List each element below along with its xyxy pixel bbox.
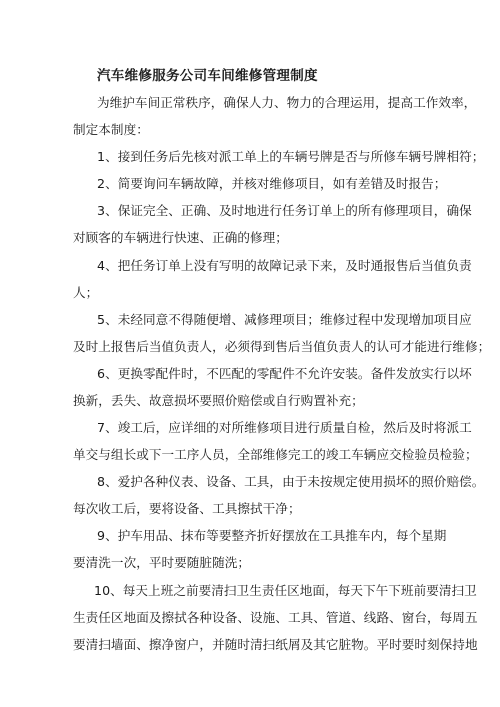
paragraph-line: 9、护车用品、抹布等要整齐折好摆放在工具推车内，每个星期 xyxy=(97,528,447,543)
document-title: 汽车维修服务公司车间维修管理制度 xyxy=(97,68,318,84)
paragraph-line: 每次收工后，要将设备、工具擦拭干净； xyxy=(73,501,301,516)
paragraph-line: 7、竣工后，应详细的对所维修项目进行质量自检，然后及时将派工 xyxy=(97,420,472,435)
paragraph-line: 为维护车间正常秩序，确保人力、物力的合理运用，提高工作效率， xyxy=(97,95,477,110)
paragraph-line: 8、爱护各种仪表、设备、工具，由于未按规定使用损坏的照价赔偿。 xyxy=(97,474,485,489)
paragraph-line: 5、未经同意不得随便增、减修理项目；维修过程中发现增加项目应 xyxy=(97,312,472,327)
paragraph-line: 制定本制度： xyxy=(73,122,149,137)
paragraph-line: 及时上报售后当值负责人，必须得到售后当值负责人的认可才能进行维修； xyxy=(73,339,491,354)
paragraph-line: 6、更换零配件时，不匹配的零配件不允许安装。备件发放实行以坏 xyxy=(97,366,472,381)
paragraph-line: 1、接到任务后先核对派工单上的车辆号牌是否与所修车辆号牌相符； xyxy=(97,149,485,164)
paragraph-line: 要清扫墙面、擦净窗户，并随时清扫纸屑及其它脏物。平时要时刻保持地 xyxy=(73,637,478,652)
paragraph-line: 生责任区地面及擦拭各种设备、设施、工具、管道、线路、窗台，每周五 xyxy=(73,610,478,625)
paragraph-line: 人； xyxy=(73,285,99,300)
paragraph-line: 4、把任务订单上没有写明的故障记录下来，及时通报售后当值负责 xyxy=(97,258,472,273)
paragraph-line: 3、保证完全、正确、及时地进行任务订单上的所有修理项目，确保 xyxy=(97,203,472,218)
paragraph-line: 要清洗一次，平时要随脏随洗； xyxy=(73,555,251,570)
paragraph-line: 换新，丢失、故意损坏要照价赔偿或自行购置补充； xyxy=(73,393,364,408)
paragraph-line: 单交与组长或下一工序人员，全部维修完工的竣工车辆应交检验员检验； xyxy=(73,447,478,462)
paragraph-line: 10、每天上班之前要清扫卫生责任区地面，每天下午下班前要清扫卫 xyxy=(94,583,477,598)
paragraph-line: 2、简要询问车辆故障，并核对维修项目，如有差错及时报告； xyxy=(97,176,447,191)
paragraph-line: 对顾客的车辆进行快速、正确的修理； xyxy=(73,230,288,245)
